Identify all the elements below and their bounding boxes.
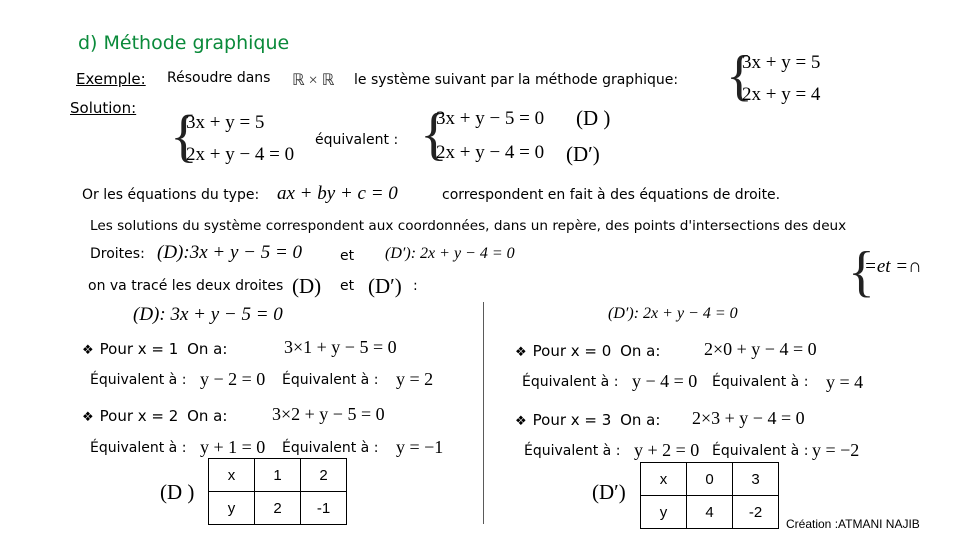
right-case-2-eq: 2×3 + y − 4 = 0 bbox=[692, 408, 805, 428]
brace-icon: { bbox=[848, 241, 875, 303]
right-case-1-res2: y = 4 bbox=[826, 372, 864, 392]
system-right-eq2: 2x + y − 4 = 0 bbox=[436, 142, 545, 163]
right-header: (D′): 2x + y − 4 = 0 bbox=[608, 305, 738, 322]
left-case-2-equiv1: Équivalent à : bbox=[90, 440, 187, 456]
case-intro: Pour x = 3 bbox=[532, 411, 612, 429]
left-case-1-eq: 3×1 + y − 5 = 0 bbox=[284, 337, 397, 357]
table-cell: y bbox=[641, 496, 687, 529]
or-text: Or les équations du type: bbox=[82, 187, 260, 203]
system-right-tag1: (D ) bbox=[576, 106, 611, 130]
case-intro: Pour x = 1 bbox=[99, 340, 179, 358]
example-text: Résoudre dans bbox=[167, 70, 271, 86]
brace-icon: { bbox=[726, 45, 753, 107]
or-text-2: correspondent en fait à des équations de droite. bbox=[442, 187, 781, 203]
table-row bbox=[209, 459, 347, 492]
diamond-bullet-icon: ❖ bbox=[515, 414, 527, 429]
table-cell: -2 bbox=[733, 496, 779, 529]
table-row bbox=[641, 496, 779, 529]
trace-text: on va tracé les deux droites bbox=[88, 278, 284, 294]
trace-d2: (D′) bbox=[368, 274, 402, 298]
left-case-1-intro bbox=[82, 340, 227, 358]
system-right-eq1: 3x + y − 5 = 0 bbox=[436, 108, 545, 129]
left-case-2-res2: y = −1 bbox=[396, 437, 444, 457]
system-left-eq1: 3x + y = 5 bbox=[186, 112, 265, 133]
case-intro: Pour x = 2 bbox=[99, 407, 179, 425]
table-cell: x bbox=[209, 459, 255, 492]
table-cell: y bbox=[209, 492, 255, 525]
right-case-2-res1: y + 2 = 0 bbox=[634, 440, 700, 460]
left-case-1-res2: y = 2 bbox=[396, 369, 434, 389]
domain-symbol: ℝ × ℝ bbox=[292, 72, 335, 89]
trace-colon: : bbox=[413, 278, 418, 294]
brace-icon: { bbox=[170, 103, 198, 168]
system-right-tag2: (D′) bbox=[566, 142, 600, 166]
table-cell: 2 bbox=[255, 492, 301, 525]
system-top-eq2: 2x + y = 4 bbox=[742, 84, 821, 105]
table-cell: 2 bbox=[301, 459, 347, 492]
droite-2: (D′): 2x + y − 4 = 0 bbox=[385, 245, 515, 262]
table-cell: x bbox=[641, 463, 687, 496]
left-case-2-res1: y + 1 = 0 bbox=[200, 437, 266, 457]
right-case-1-res1: y − 4 = 0 bbox=[632, 371, 698, 391]
right-case-2-res2: y = −2 bbox=[812, 440, 860, 460]
right-case-2-equiv2: Équivalent à : bbox=[712, 443, 809, 459]
case-on-a: On a: bbox=[620, 342, 661, 360]
case-on-a: On a: bbox=[620, 411, 661, 429]
table-cell: 4 bbox=[687, 496, 733, 529]
table-left-label: (D ) bbox=[160, 480, 195, 504]
table-right-label: (D′) bbox=[592, 480, 626, 504]
droites-label: Droites: bbox=[90, 246, 145, 262]
case-on-a: On a: bbox=[187, 340, 228, 358]
example-label: Exemple: bbox=[76, 70, 146, 88]
partial-formula: =et =∩ bbox=[864, 256, 922, 277]
column-divider bbox=[483, 302, 484, 524]
section-title: d) Méthode graphique bbox=[78, 32, 290, 54]
left-case-2-equiv2: Équivalent à : bbox=[282, 440, 379, 456]
et-label-2: et bbox=[340, 278, 355, 294]
table-cell: 3 bbox=[733, 463, 779, 496]
equivalent-label: équivalent : bbox=[315, 132, 399, 148]
or-formula: ax + by + c = 0 bbox=[277, 183, 398, 204]
left-case-1-equiv2: Équivalent à : bbox=[282, 372, 379, 388]
right-case-2-intro bbox=[515, 411, 660, 429]
et-label-1: et bbox=[340, 248, 355, 264]
values-table-right bbox=[640, 462, 779, 529]
left-case-1-equiv1: Équivalent à : bbox=[90, 372, 187, 388]
right-case-1-equiv1: Équivalent à : bbox=[522, 374, 619, 390]
left-case-2-eq: 3×2 + y − 5 = 0 bbox=[272, 404, 385, 424]
table-cell: 1 bbox=[255, 459, 301, 492]
brace-icon: { bbox=[420, 101, 448, 166]
trace-d1: (D) bbox=[292, 274, 322, 298]
system-top-eq1: 3x + y = 5 bbox=[742, 52, 821, 73]
right-case-2-equiv1: Équivalent à : bbox=[524, 443, 621, 459]
droite-1: (D):3x + y − 5 = 0 bbox=[157, 242, 303, 263]
diamond-bullet-icon: ❖ bbox=[82, 343, 94, 358]
table-row bbox=[641, 463, 779, 496]
left-case-1-res1: y − 2 = 0 bbox=[200, 369, 266, 389]
left-header: (D): 3x + y − 5 = 0 bbox=[133, 304, 283, 325]
solution-label: Solution: bbox=[70, 99, 137, 117]
credit-text: Création :ATMANI NAJIB bbox=[786, 517, 920, 531]
right-case-1-intro bbox=[515, 342, 660, 360]
right-case-1-equiv2: Équivalent à : bbox=[712, 374, 809, 390]
solutions-sentence: Les solutions du système correspondent aux coordonnées, dans un repère, des points d'intersections des deux bbox=[90, 218, 847, 234]
system-left-eq2: 2x + y − 4 = 0 bbox=[186, 144, 295, 165]
left-case-2-intro bbox=[82, 407, 227, 425]
values-table-left bbox=[208, 458, 347, 525]
diamond-bullet-icon: ❖ bbox=[515, 345, 527, 360]
table-row bbox=[209, 492, 347, 525]
case-intro: Pour x = 0 bbox=[532, 342, 612, 360]
diamond-bullet-icon: ❖ bbox=[82, 410, 94, 425]
right-case-1-eq: 2×0 + y − 4 = 0 bbox=[704, 339, 817, 359]
table-cell: 0 bbox=[687, 463, 733, 496]
case-on-a: On a: bbox=[187, 407, 228, 425]
example-text-2: le système suivant par la méthode graphique: bbox=[354, 72, 679, 88]
table-cell: -1 bbox=[301, 492, 347, 525]
